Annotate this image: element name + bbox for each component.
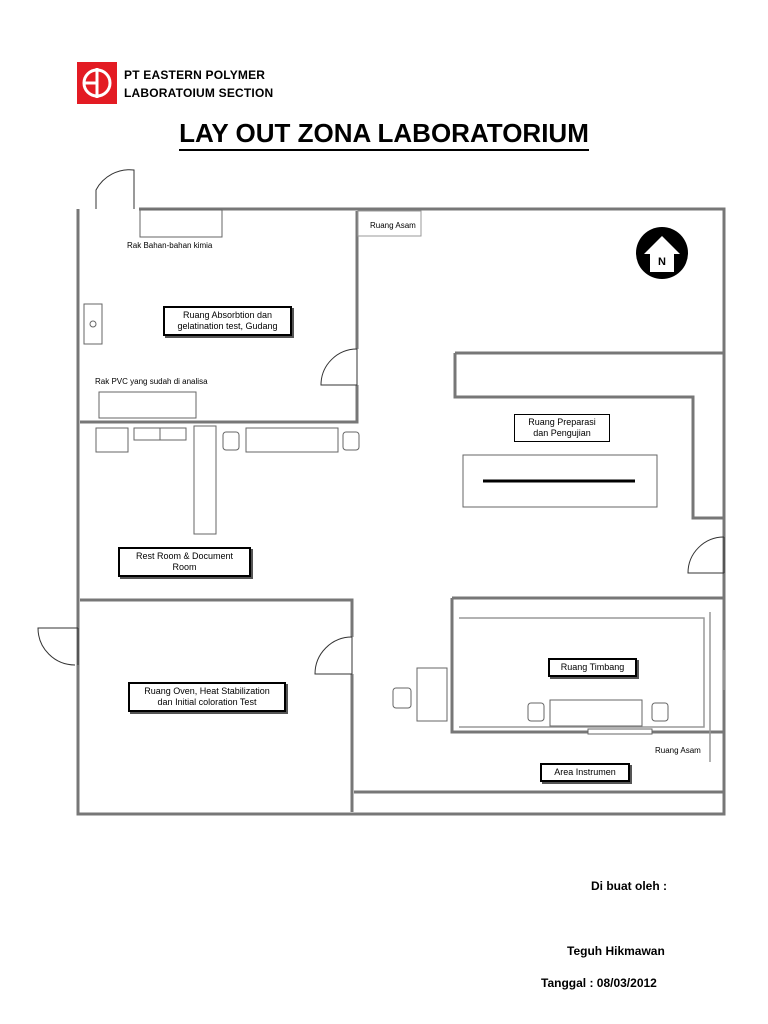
company-name: PT EASTERN POLYMER — [124, 68, 266, 82]
door-top-left — [96, 170, 134, 209]
date-label: Tanggal : 08/03/2012 — [541, 976, 657, 990]
north-label: N — [658, 256, 666, 268]
area-instrumen-label: Area Instrumen — [540, 763, 630, 782]
author-name: Teguh Hikmawan — [567, 944, 665, 958]
chair — [223, 432, 239, 450]
rak-bahan-shelf — [140, 210, 222, 237]
table-vertical — [194, 426, 216, 534]
desk-1 — [96, 428, 128, 452]
north-arrow-icon — [636, 227, 688, 279]
room-preparasi-label: Ruang Preparasi dan Pengujian — [514, 414, 610, 442]
room-oven-label: Ruang Oven, Heat Stabilization dan Initial coloration Test — [128, 682, 286, 712]
rak-bahan-label: Rak Bahan-bahan kimia — [127, 241, 213, 250]
room-timbang-label: Ruang Timbang — [548, 658, 637, 677]
room-restroom-label: Rest Room & Document Room — [118, 547, 251, 577]
page-title: LAY OUT ZONA LABORATORIUM — [0, 118, 768, 149]
timbang-bench — [550, 700, 642, 726]
made-by-label: Di buat oleh : — [591, 879, 667, 893]
ruang-asam-top-label: Ruang Asam — [370, 221, 416, 230]
room-absorbtion-label: Ruang Absorbtion dan gelatination test, Gudang — [163, 306, 292, 336]
wall-oven-top — [80, 600, 352, 637]
company-section: LABORATOIUM SECTION — [124, 86, 274, 100]
rak-pvc-shelf — [99, 392, 196, 418]
desk-2 — [246, 428, 338, 452]
rak-pvc-label: Rak PVC yang sudah di analisa — [95, 377, 208, 386]
table-corridor — [417, 668, 447, 721]
ruang-asam-bottom-label: Ruang Asam — [655, 746, 701, 755]
